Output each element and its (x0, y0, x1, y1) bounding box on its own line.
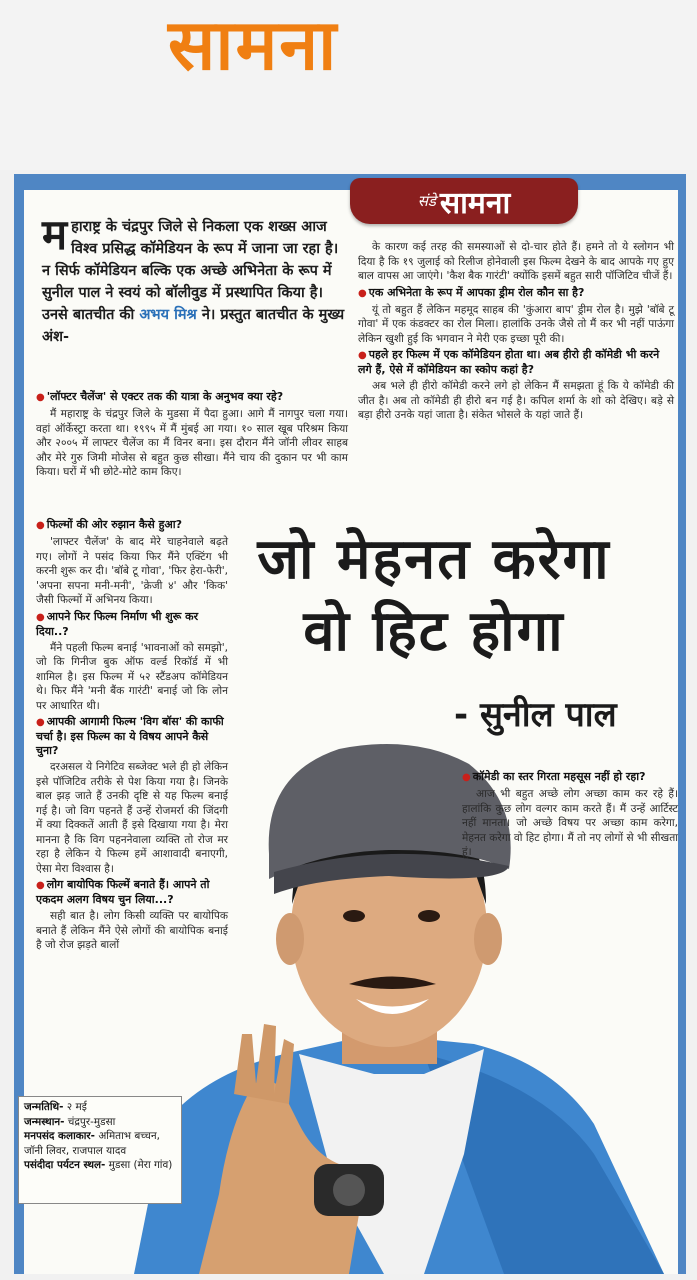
bio-birthplace (24, 1115, 176, 1130)
bio-birthplace-value: चंद्रपुर-मुडसा (67, 1115, 116, 1128)
answer-7: अब भले ही हीरो कॉमेडी करने लगे हो लेकिन मैं समझता हूं कि ये कॉमेडी की जीत है। अब तो कॉमेडी ही हीरो बन गई है। कपिल शर्मा के शो को देखिए। बड़े से बड़ा हीरो उनके यहां जाता है। संकेत भोसले के यहां जाते हैं। (358, 380, 674, 421)
newspaper-page (14, 174, 686, 1274)
answer-5: सही बात है। लोग किसी व्यक्ति पर बायोपिक बनाते हैं लेकिन मैंने ऐसे लोगों की बायोपिक बनाई है जो रोज झड़ते बालों (36, 910, 228, 951)
answer-3: मैंने पहली फिल्म बनाई 'भावनाओं को समझो', जो कि गिनीज बुक ऑफ वर्ल्ड रिकॉर्ड में भी शामिल है। इस फिल्म में ५२ स्टैंडअप कॉमेडियन थे। फिर मैंने 'मनी बैंक गारंटी' बनाई जो कि लोन पर आधारित थी। (36, 641, 228, 712)
answer-1: मैं महाराष्ट्र के चंद्रपुर जिले के मुडसा में पैदा हुआ। आगे मैं नागपुर चला गया। वहां ऑर्केस्ट्रा करता था। १९९५ में मैं मुंबई आ गया। १० साल खूब परिश्रम किया और २००५ में लाफ्टर चैलेंज का मैं विनर बना। इस दौरान मैंने जॉनी लीवर साहब और मेरे गुरु जिमी मोजेस से बहुत कुछ सीखा। मैंने चाय की दुकान पर भी काम किया। घरों में भी छोटे-मोटे काम किए। (36, 408, 348, 478)
question-8: ● कॉमेडी का स्तर गिरता महसूस नहीं हो रहा? (462, 770, 678, 785)
question-4: ● आपकी आगामी फिल्म 'विग बॉस' की काफी चर्चा है। इस फिल्म का ये विषय आपने कैसे चुना? (36, 715, 228, 758)
answer-2: 'लाफ्टर चैलेंज' के बाद मेरे चाहनेवाले बढ़ते गए। लोगों ने पसंद किया फिर मैंने एक्टिंग भी करनी शुरू कर दी। 'बॉबे टू गोवा', 'फिर हेरा-फेरी', 'अपना सपना मनी-मनी', 'क्रेजी ४' और 'किक' जैसी फिल्मों में अभिनय किया। (36, 536, 228, 606)
answer-8: आज भी बहुत अच्छे लोग अच्छा काम कर रहे हैं। हालांकि कुछ लोग वल्गर काम करते हैं। मैं उन्हें आर्टिस्ट नहीं मानता। जो अच्छे विषय पर अच्छा काम करेगा, मेहनत करेगा वो हिट होगा। मैं तो नए लोगों से भी सीखता हूं। (462, 788, 678, 858)
bio-birthdate-label: जन्मतिथि- (24, 1101, 64, 1113)
answer-5-continued: के कारण कई तरह की समस्याओं से दो-चार होते हैं। हमने तो ये स्लोगन भी दिया है कि १९ जुलाई को रिलीज होनेवाली इस फिल्म देखने के बाद आपके गए हुए बाल वापस आ जाएंगे। 'कैश बैक गारंटी' क्योंकि इसमें बहुत सारी पॉजिटिव चीजें हैं। (358, 241, 674, 282)
bio-artists-value: अमिताभ बच्चन, जॉनी लिवर, राजपाल यादव (24, 1130, 160, 1157)
section-logo-name: सामना (439, 185, 511, 221)
eye-right (418, 910, 440, 922)
sunil-pal-photo (124, 654, 686, 1274)
question-7: ● पहले हर फिल्म में एक कॉमेडियन होता था। अब हीरो ही कॉमेडी भी करने लगे हैं, ऐसे में कॉमेडियन का स्कोप कहां है? (358, 348, 674, 377)
bio-box (18, 1096, 182, 1204)
question-2: ● फिल्मों की ओर रुझान कैसे हुआ? (36, 518, 228, 533)
headline-line-2: वो हिट होगा (303, 599, 565, 664)
fingers (234, 1024, 294, 1104)
intro-text-before: हाराष्ट्र के चंद्रपुर जिले से निकला एक शख्स आज विश्व प्रसिद्ध कॉमेडियन के रूप में जाना जा रहा है। न सिर्फ कॉमेडियन बल्कि एक अच्छे अभिनेता के रूप में सुनील पाल ने स्वयं को बॉलीवुड में प्रस्थापित किया है। उनसे बातचीत की (42, 219, 339, 323)
masthead (0, 0, 697, 170)
answer-4: दरअसल ये निगेटिव सब्जेक्ट भले ही हो लेकिन इसे पॉजिटिव तरीके से पेश किया गया है। जिनके बाल झड़ जाते हैं उनकी दृष्टि से यह फिल्म बनाई गई है। जो विग पहनते हैं उन्हें रोजमर्रा की जिंदगी में क्या दिक्कतें आती हैं इसे दिखाया गया है। मेरा मानना है कि विग पहननेवाला व्यक्ति तो रोज मर रहा है लेकिन ये फिल्म हमें आशावादी बनाएगी, ऐसा मेरा विश्वास है। (36, 761, 228, 875)
question-6: ● एक अभिनेता के रूप में आपका ड्रीम रोल कौन सा है? (358, 286, 674, 301)
bio-birthdate-value: २ मई (66, 1101, 87, 1113)
author-name: अभय मिश्र (139, 307, 197, 323)
eye-left (343, 910, 365, 922)
bio-birthplace-label: जन्मस्थान- (24, 1115, 65, 1128)
section-logo (350, 178, 578, 224)
section-logo-prefix: संडे (417, 192, 436, 210)
question-1: ● 'लॉफ्टर चैलेंज' से एक्टर तक की यात्रा के अनुभव क्या रहे? (36, 390, 348, 405)
ear-left (276, 913, 304, 965)
bio-birthdate (24, 1100, 176, 1115)
headline (194, 524, 674, 668)
question-3: ● आपने फिर फिल्म निर्माण भी शुरू कर दिया..? (36, 610, 228, 639)
question-5: ● लोग बायोपिक फिल्में बनाते हैं। आपने तो एकदम अलग विषय चुन लिया...? (36, 878, 228, 907)
bio-tourism-value: मुडसा (मेरा गांव) (108, 1159, 173, 1171)
headline-line-1: जो मेहनत करेगा (257, 527, 611, 592)
intro-text-after: ने। प्रस्तुत बातचीत के मुख्य अंश- (42, 307, 345, 345)
masthead-title: सामना (168, 4, 339, 86)
bio-tourism-label: पसंदीदा पर्यटन स्थल- (24, 1159, 106, 1171)
bio-artists-label: मनपसंद कलाकार- (24, 1130, 95, 1142)
column-d (462, 768, 678, 862)
column-c (358, 240, 674, 425)
ear-right (474, 913, 502, 965)
byline: - सुनील पाल (454, 695, 617, 735)
drop-cap: म (42, 210, 68, 259)
bio-artists (24, 1129, 176, 1158)
bio-tourism (24, 1158, 176, 1173)
column-a (36, 388, 348, 482)
answer-6: यूं तो बहुत हैं लेकिन महमूद साहब की 'कुंआरा बाप' ड्रीम रोल है। मुझे 'बॉबे टू गोवा' में एक कंडक्टर का रोल मिला। हालांकि उनके जैसे तो मैं कर भी नहीं पाऊंगा लेकिन खुशी हुई कि भगवान ने मेरी एक इच्छा पूरी की। (358, 303, 674, 345)
watch-dial (333, 1174, 365, 1206)
intro-paragraph (42, 210, 346, 348)
